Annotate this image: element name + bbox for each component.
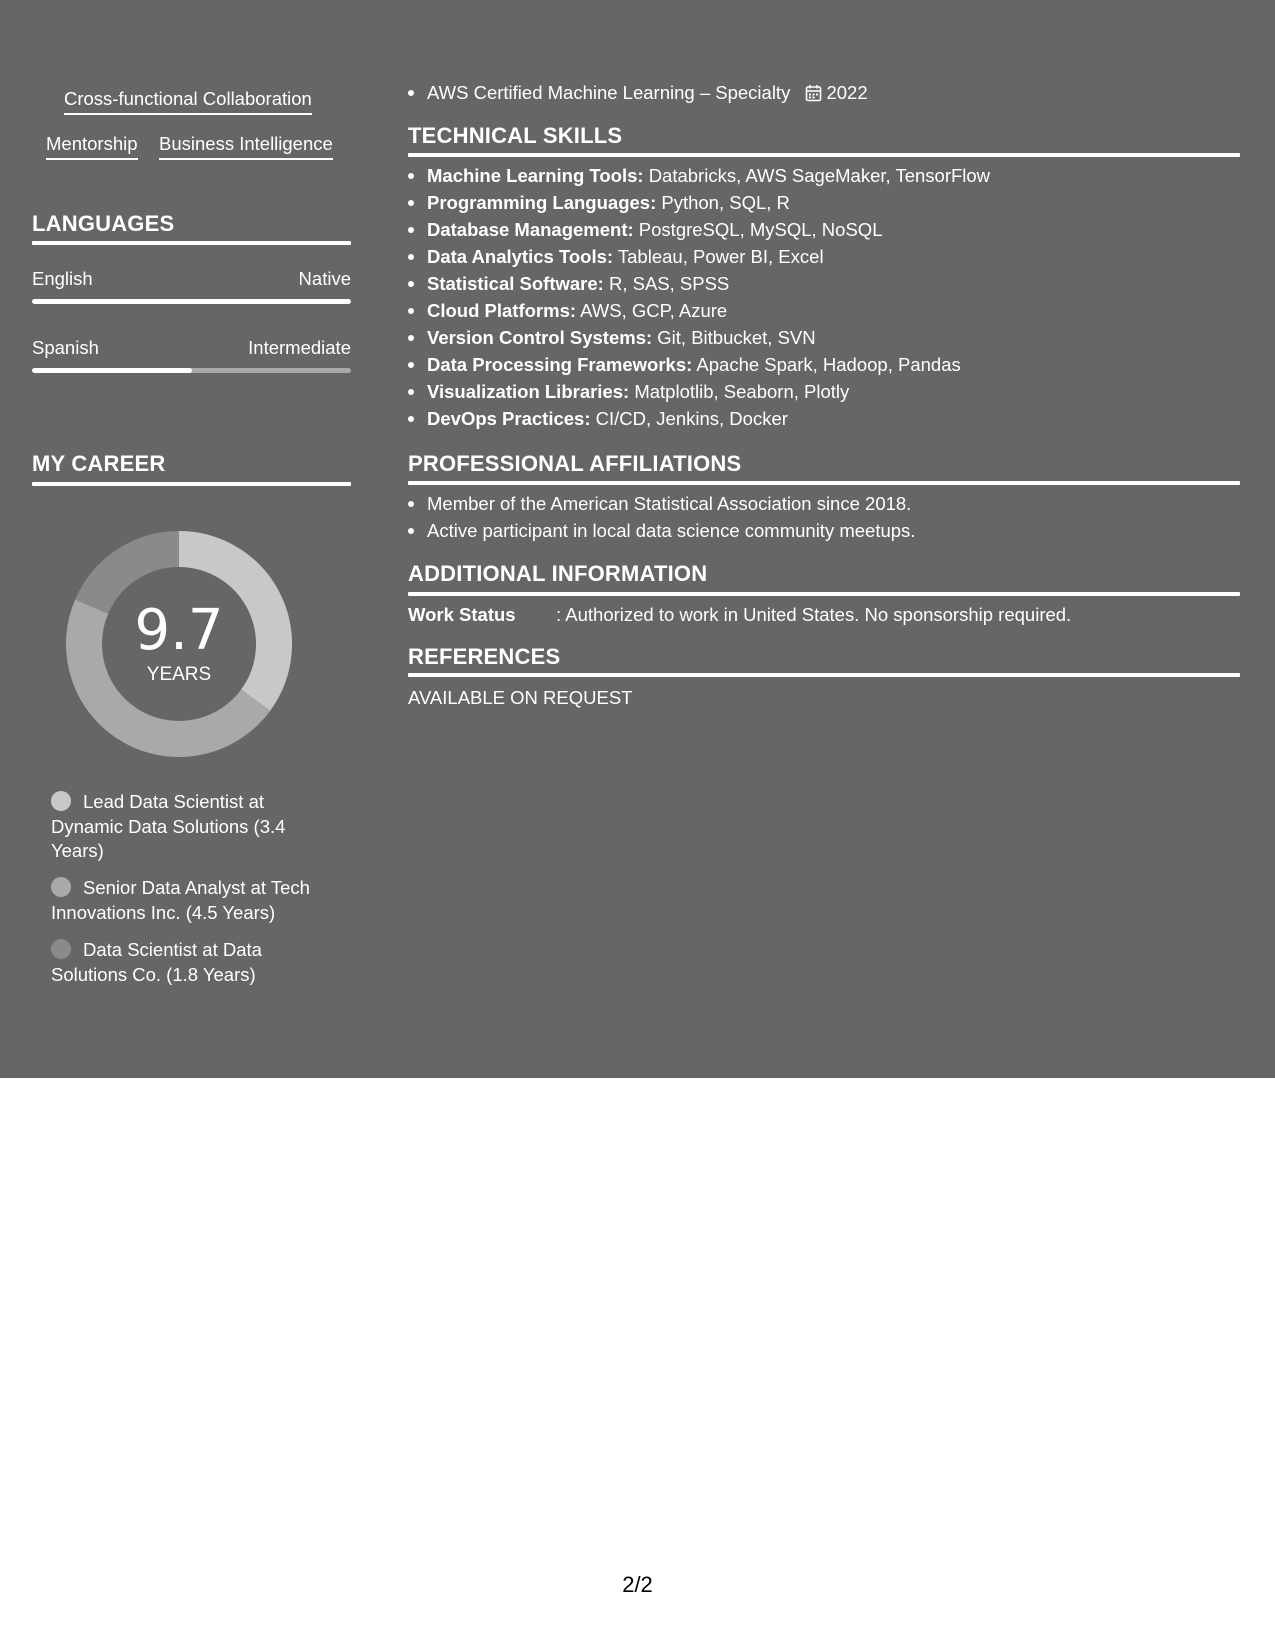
skill-value: AWS, GCP, Azure: [580, 300, 728, 321]
skill-item: [408, 162, 990, 189]
skill-tag: Mentorship: [46, 133, 138, 160]
career-item-text: Data Scientist at Data Solutions Co. (1.8 Years): [51, 939, 262, 985]
career-item: [51, 876, 321, 925]
skill-label: Visualization Libraries:: [427, 381, 630, 402]
work-status-value: : Authorized to work in United States. No sponsorship required.: [556, 604, 1072, 625]
language-bar-fill: [32, 299, 351, 304]
additional-info-rule: [408, 592, 1240, 596]
skill-value: Tableau, Power BI, Excel: [617, 246, 824, 267]
skill-item: [408, 324, 990, 351]
legend-dot: [51, 939, 71, 959]
career-item-text: Lead Data Scientist at Dynamic Data Solutions (3.4 Years): [51, 791, 286, 861]
affiliations-rule: [408, 481, 1240, 485]
affiliation-item: Active participant in local data science community meetups.: [408, 517, 915, 544]
languages-rule: [32, 241, 351, 245]
affiliations-heading: PROFESSIONAL AFFILIATIONS: [408, 451, 742, 476]
skill-label: Machine Learning Tools:: [427, 165, 644, 186]
certification-name: AWS Certified Machine Learning – Specialty: [427, 82, 791, 103]
skill-label: Statistical Software:: [427, 273, 604, 294]
skill-value: Databricks, AWS SageMaker, TensorFlow: [648, 165, 991, 186]
technical-skills-heading: TECHNICAL SKILLS: [408, 123, 623, 148]
skill-label: Data Processing Frameworks:: [427, 354, 693, 375]
work-status-label: Work Status: [408, 604, 516, 625]
skill-label: DevOps Practices:: [427, 408, 591, 429]
technical-skills-list: [408, 162, 990, 432]
affiliation-item: Member of the American Statistical Association since 2018.: [408, 490, 915, 517]
skill-tag: Business Intelligence: [159, 133, 333, 160]
language-bar: [32, 299, 351, 304]
skill-value: Git, Bitbucket, SVN: [657, 327, 816, 348]
language-bar: [32, 368, 351, 373]
references-text: AVAILABLE ON REQUEST: [408, 687, 633, 708]
skill-item: [408, 405, 990, 432]
skill-label: Programming Languages:: [427, 192, 657, 213]
skill-item: [408, 270, 990, 297]
career-heading: MY CAREER: [32, 451, 166, 476]
career-item: [51, 938, 321, 987]
page-number: 2/2: [622, 1572, 653, 1597]
skill-label: Database Management:: [427, 219, 634, 240]
career-total-unit: YEARS: [146, 664, 212, 685]
skill-label: Cloud Platforms:: [427, 300, 577, 321]
skill-item: [408, 189, 990, 216]
skill-value: Apache Spark, Hadoop, Pandas: [696, 354, 961, 375]
skill-label: Data Analytics Tools:: [427, 246, 614, 267]
certification-year: 2022: [826, 82, 868, 103]
career-total-value: 9.7: [134, 598, 224, 663]
career-rule: [32, 482, 351, 486]
skill-value: R, SAS, SPSS: [608, 273, 730, 294]
additional-info-heading: ADDITIONAL INFORMATION: [408, 561, 708, 586]
certification-list: [408, 79, 868, 109]
skill-value: Matplotlib, Seaborn, Plotly: [634, 381, 850, 402]
calendar-icon: [805, 82, 822, 109]
certification-item: [408, 79, 868, 109]
references-heading: REFERENCES: [408, 644, 561, 669]
languages-heading: LANGUAGES: [32, 211, 175, 236]
language-level: Intermediate: [248, 337, 351, 358]
career-donut-chart: [66, 531, 292, 757]
skill-value: PostgreSQL, MySQL, NoSQL: [638, 219, 883, 240]
language-level: Native: [298, 268, 351, 289]
career-item-text: Senior Data Analyst at Tech Innovations Inc. (4.5 Years): [51, 877, 310, 923]
skill-value: CI/CD, Jenkins, Docker: [595, 408, 788, 429]
skill-label: Version Control Systems:: [427, 327, 653, 348]
language-name: English: [32, 268, 93, 289]
skill-item: [408, 243, 990, 270]
language-bar-fill: [32, 368, 192, 373]
references-rule: [408, 673, 1240, 677]
skill-item: [408, 216, 990, 243]
legend-dot: [51, 877, 71, 897]
skill-item: [408, 378, 990, 405]
skill-tag: Cross-functional Collaboration: [64, 88, 312, 115]
career-item: [51, 790, 321, 864]
language-name: Spanish: [32, 337, 99, 358]
skill-item: [408, 297, 990, 324]
technical-skills-rule: [408, 153, 1240, 157]
affiliations-list: [408, 490, 915, 544]
legend-dot: [51, 791, 71, 811]
skill-value: Python, SQL, R: [661, 192, 790, 213]
skill-item: [408, 351, 990, 378]
